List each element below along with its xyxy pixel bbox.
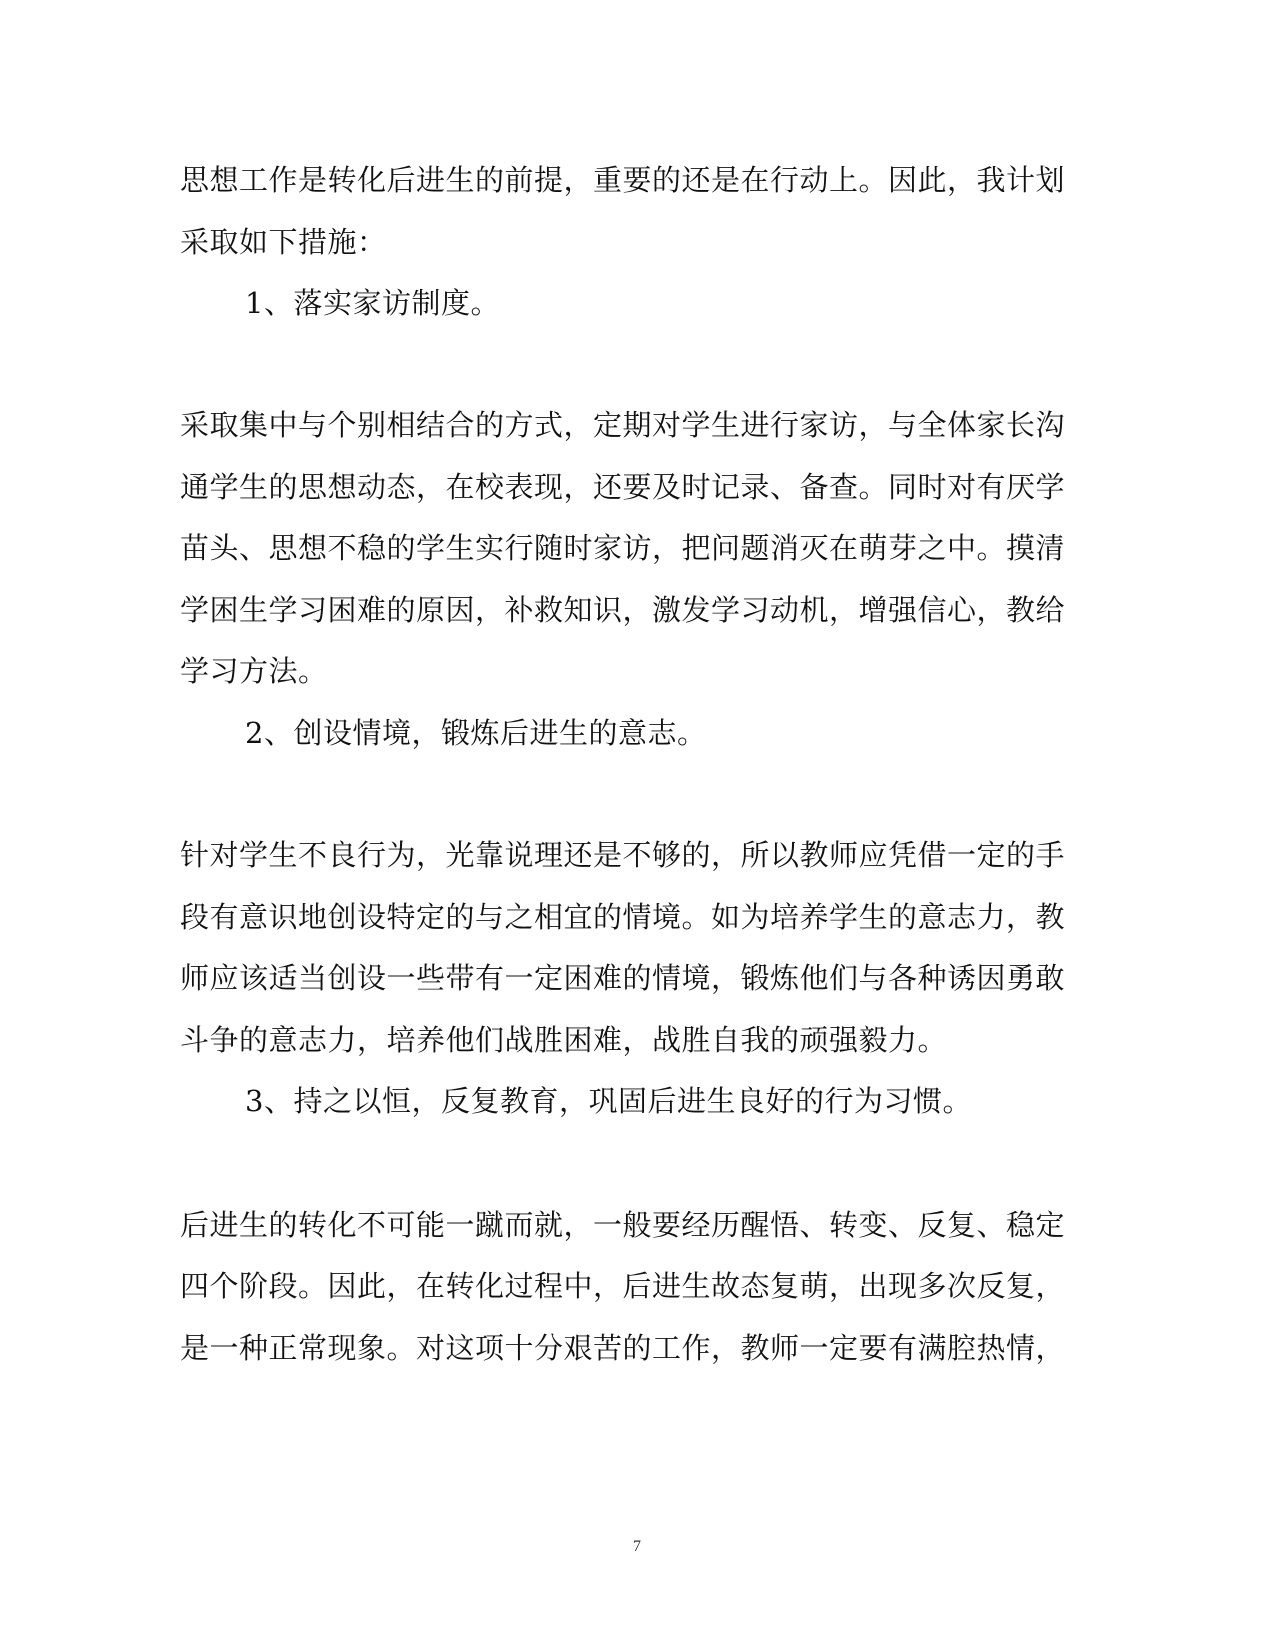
section-heading-3: 3、持之以恒，反复教育，巩固后进生良好的行为习惯。	[245, 1084, 972, 1118]
text-line: 师应该适当创设一些带有一定困难的情境，锻炼他们与各种诱因勇敢	[180, 961, 1066, 995]
text-line: 学困生学习困难的原因，补救知识，激发学习动机，增强信心，教给	[180, 593, 1066, 627]
text-line: 学习方法。	[180, 654, 328, 688]
text-line: 采取如下措施：	[180, 225, 387, 259]
text-line: 段有意识地创设特定的与之相宜的情境。如为培养学生的意志力，教	[180, 900, 1066, 934]
text-line: 是一种正常现象。对这项十分艰苦的工作，教师一定要有满腔热情，	[180, 1331, 1066, 1365]
text-line: 思想工作是转化后进生的前提，重要的还是在行动上。因此，我计划	[180, 163, 1066, 197]
text-line: 采取集中与个别相结合的方式，定期对学生进行家访，与全体家长沟	[180, 408, 1066, 442]
text-line: 通学生的思想动态，在校表现，还要及时记录、备查。同时对有厌学	[180, 470, 1066, 504]
text-line: 四个阶段。因此，在转化过程中，后进生故态复萌，出现多次反复，	[180, 1269, 1066, 1303]
text-line: 斗争的意志力，培养他们战胜困难，战胜自我的顽强毅力。	[180, 1023, 948, 1057]
text-line: 后进生的转化不可能一蹴而就，一般要经历醒悟、转变、反复、稳定	[180, 1208, 1066, 1242]
page-number: 7	[633, 1538, 641, 1555]
text-line: 苗头、思想不稳的学生实行随时家访，把问题消灭在萌芽之中。摸清	[180, 531, 1066, 565]
section-heading-2: 2、创设情境，锻炼后进生的意志。	[245, 716, 707, 750]
text-line: 针对学生不良行为，光靠说理还是不够的，所以教师应凭借一定的手	[180, 838, 1066, 872]
section-heading-1: 1、落实家访制度。	[245, 286, 500, 320]
